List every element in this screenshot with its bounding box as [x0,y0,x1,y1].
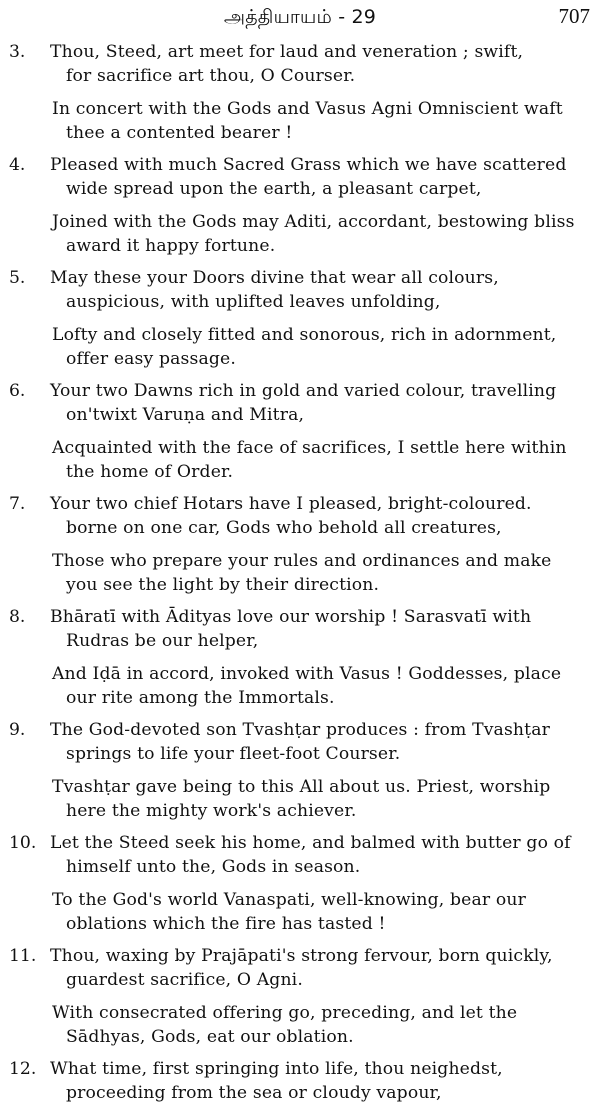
verse-line: borne on one car, Gods who behold all creatures, [66,518,502,538]
verse-line: wide spread upon the earth, a pleasant carpet, [66,179,482,199]
verse-line: Let the Steed seek his home, and balmed with butter go of [50,833,571,853]
verse-list [0,40,600,1113]
verse-block [0,605,600,710]
verse-line: Those who prepare your rules and ordinances and make [52,551,552,571]
chapter-heading: அத்தியாயம் - 29 [223,6,377,28]
verse-number: 10. [9,833,37,853]
verse-line: award it happy fortune. [66,236,276,256]
verse-number: 6. [9,381,26,401]
verse-line: Your two chief Hotars have I pleased, bright-coloured. [50,494,532,514]
verse-number: 3. [9,42,26,62]
verse-number: 9. [9,720,26,740]
verse-line: What time, first springing into life, thou neighedst, [50,1059,503,1079]
verse-line: the home of Order. [66,462,234,482]
verse-line: Tvashṭar gave being to this All about us. Priest, worship [52,777,551,797]
verse-block [0,266,600,371]
verse-line: And Iḍā in accord, invoked with Vasus ! Goddesses, place [52,664,562,684]
verse-line: auspicious, with uplifted leaves unfolding, [66,292,441,312]
verse-line: The God-devoted son Tvashṭar produces : from Tvashṭar [50,720,550,740]
page-header [0,0,600,36]
verse-line: proceeding from the sea or cloudy vapour, [66,1083,442,1103]
verse-line: thee a contented bearer ! [66,123,293,143]
verse-line: May these your Doors divine that wear all colours, [50,268,499,288]
verse-number: 12. [9,1059,37,1079]
verse-line: Joined with the Gods may Aditi, accordant, bestowing bliss [52,212,575,232]
verse-block [0,831,600,936]
verse-line: Rudras be our helper, [66,631,259,651]
verse-line: Sādhyas, Gods, eat our oblation. [66,1027,354,1047]
verse-line: Thou, Steed, art meet for laud and veneration ; swift, [50,42,524,62]
verse-block [0,379,600,484]
verse-number: 4. [9,155,26,175]
verse-line: To the God's world Vanaspati, well-knowing, bear our [52,890,526,910]
verse-line: Thou, waxing by Prajāpati's strong fervour, born quickly, [50,946,553,966]
verse-number: 7. [9,494,26,514]
verse-line: oblations which the fire has tasted ! [66,914,386,934]
verse-line: Bhāratī with Ādityas love our worship ! Sarasvatī with [50,607,532,627]
verse-block [0,1057,600,1105]
verse-block [0,492,600,597]
verse-line: Pleased with much Sacred Grass which we have scattered [50,155,567,175]
verse-line: for sacrifice art thou, O Courser. [66,66,356,86]
verse-line: you see the light by their direction. [66,575,380,595]
page-number: 707 [558,4,590,28]
verse-block [0,944,600,1049]
verse-line: With consecrated offering go, preceding, and let the [52,1003,518,1023]
verse-line: our rite among the Immortals. [66,688,335,708]
verse-number: 5. [9,268,26,288]
verse-line: Your two Dawns rich in gold and varied colour, travelling [50,381,557,401]
verse-line: on'twixt Varuṇa and Mitra, [66,405,305,425]
verse-line: himself unto the, Gods in season. [66,857,361,877]
verse-line: offer easy passage. [66,349,236,369]
verse-block [0,40,600,145]
verse-number: 8. [9,607,26,627]
verse-line: Lofty and closely fitted and sonorous, rich in adornment, [52,325,557,345]
verse-line: here the mighty work's achiever. [66,801,357,821]
verse-line: guardest sacrifice, O Agni. [66,970,303,990]
verse-line: Acquainted with the face of sacrifices, I settle here within [52,438,567,458]
verse-number: 11. [9,946,37,966]
verse-line: springs to life your fleet-foot Courser. [66,744,401,764]
verse-line: In concert with the Gods and Vasus Agni Omniscient waft [52,99,563,119]
verse-block [0,718,600,823]
verse-block [0,153,600,258]
